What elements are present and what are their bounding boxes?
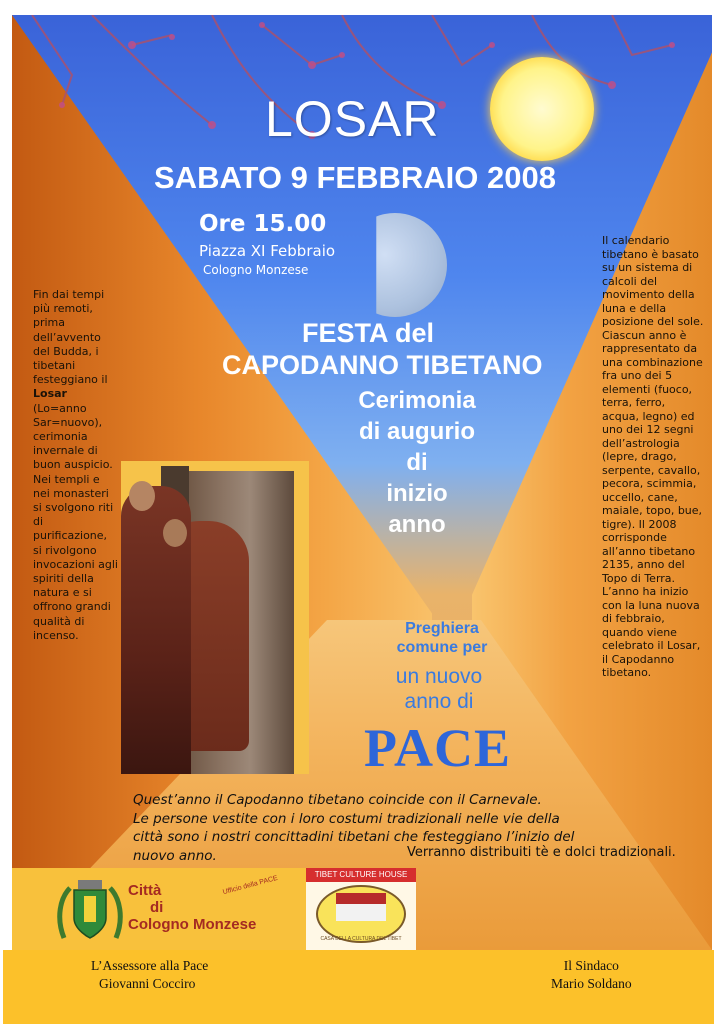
potala-palace-icon (336, 893, 386, 921)
monks-photo (121, 461, 309, 774)
festa-line-2: CAPODANNO TIBETANO (222, 350, 543, 380)
ceremony-line: anno (388, 511, 446, 538)
calendar-explanation-text: Il calendario tibetano è basato su un sistema di calcoli del movimento della luna e della posizione del sole. Ciascun anno è rappresentato da una combinazione fra uno dei 5 elementi (fuoco, terra, ferro, acqua, legno) ed uno dei 12 segni dell’astrologia (lepre, drago, serpente, cavallo, pecora, scimmia, uccello, cane, maiale, topo, bue, tigre). Il 2008 corrisponde all’anno tibetano 2135, anno del Topo di Terra. L’anno ha inizio con la luna nuova di febbraio, quando viene celebrato il Losar, il Capodanno tibetano. (602, 234, 704, 679)
tibet-house-subtitle: CASA DELLA CULTURA DEL TIBET (320, 936, 402, 942)
wish-line: un nuovo (395, 665, 483, 688)
ceremony-line: inizio (386, 480, 448, 507)
sindaco-signature (551, 957, 632, 993)
history-bold-word: Losar (33, 387, 67, 401)
notice-line: Quest’anno il Capodanno tibetano coincide con il Carnevale. (133, 792, 542, 808)
ceremony-line: Cerimonia (358, 387, 476, 414)
event-title: LOSAR (265, 91, 440, 147)
ceremony-text (342, 385, 492, 540)
losar-history-text (33, 288, 119, 643)
assessore-role: L’Assessore alla Pace (91, 958, 209, 973)
assessore-name: Giovanni Cocciro (99, 976, 196, 991)
sindaco-name: Mario Soldano (551, 976, 632, 991)
notice-line: Le persone vestite con i loro costumi tradizionali nelle vie della (133, 810, 560, 827)
ceremony-line: di augurio (359, 418, 475, 445)
monk-head (129, 481, 155, 511)
notice-line: città sono i nostri concittadini tibetani che festeggiano l’inizio del (133, 829, 575, 845)
tibet-culture-house-logo (306, 868, 416, 950)
history-rest: (Lo=anno Sar=nuovo), cerimonia invernale di buon auspicio. Nei templi e nei monasteri si svolgono riti di purificazione, si rivolgono invocazioni agli spiriti della natura e si offrono grandi qualità di incenso. (33, 401, 118, 642)
prayer-line: comune per (396, 639, 488, 656)
city-logo-line: Città (128, 882, 162, 899)
wish-line: anno di (404, 690, 474, 713)
city-logo-line: Cologno Monzese (128, 916, 257, 933)
event-date: SABATO 9 FEBBRAIO 2008 (154, 160, 556, 195)
poster (12, 15, 712, 950)
festa-line-1: FESTA del (302, 318, 435, 348)
refreshments-notice: Verranno distribuiti tè e dolci tradizionali. (407, 845, 676, 860)
sindaco-role: Il Sindaco (563, 958, 619, 973)
signature-footer (3, 950, 714, 1024)
sponsor-logo-bar (12, 868, 416, 950)
event-time: Ore 15.00 (199, 211, 327, 237)
notice-line: nuovo anno. (133, 847, 217, 864)
sun-graphic (490, 57, 594, 161)
assessore-signature (91, 957, 208, 993)
city-coat-of-arms-icon (56, 878, 124, 946)
ceremony-line: di (406, 449, 428, 476)
tibet-house-title: TIBET CULTURE HOUSE (306, 868, 416, 882)
peace-office-label: Ufficio della PACE (222, 874, 279, 897)
prayer-text (367, 619, 517, 657)
event-city: Cologno Monzese (203, 263, 309, 277)
peace-heading: PACE (364, 718, 511, 778)
wish-text (364, 664, 514, 714)
peace-office-logo (222, 874, 292, 906)
event-place: Piazza XI Febbraio (199, 242, 336, 260)
history-intro: Fin dai tempi più remoti, prima dell’avvento del Budda, i tibetani festeggiano il (33, 288, 108, 387)
prayer-line: Preghiera (405, 620, 479, 637)
city-logo-line: di (150, 899, 164, 916)
monk-head (163, 519, 187, 547)
